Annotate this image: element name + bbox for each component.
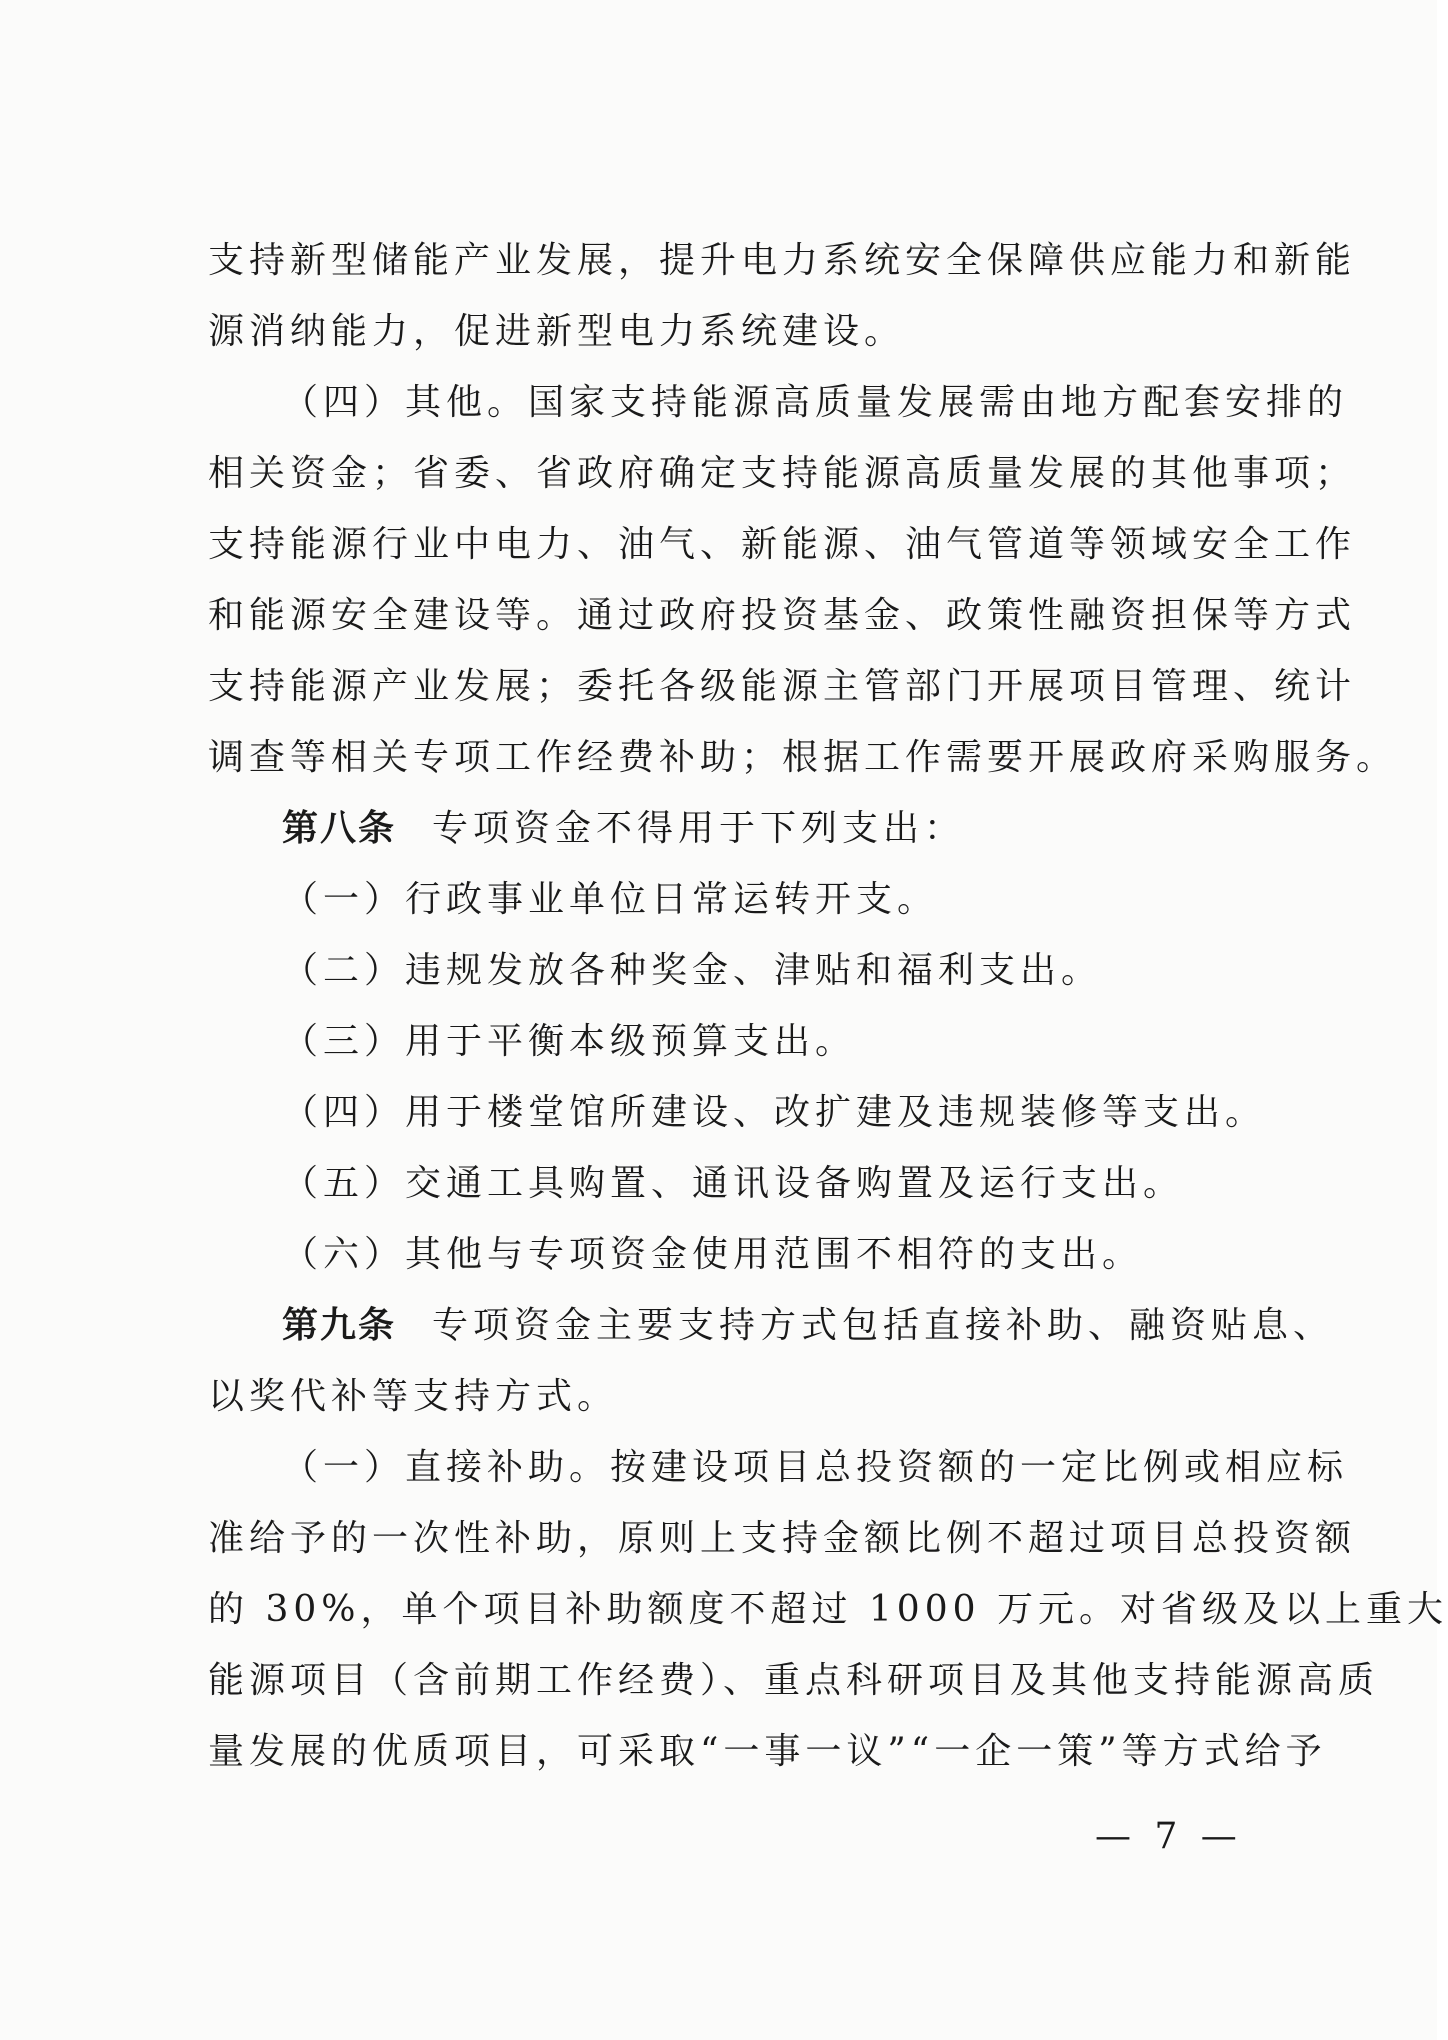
article-9-continuation: 以奖代补等支持方式。 [208, 1376, 619, 1417]
text-line: 支持能源产业发展；委托各级能源主管部门开展项目管理、统计 [208, 666, 1357, 707]
article-8-item: （二）违规发放各种奖金、津贴和福利支出。 [282, 950, 1103, 991]
text-line: 和能源安全建设等。通过政府投资基金、政策性融资担保等方式 [208, 595, 1357, 636]
article-9-text: 专项资金主要支持方式包括直接补助、融资贴息、 [432, 1305, 1335, 1346]
article-8-item: （一）行政事业单位日常运转开支。 [282, 879, 939, 920]
article-8-item: （五）交通工具购置、通讯设备购置及运行支出。 [282, 1163, 1185, 1204]
article-9-para-line: 准给予的一次性补助，原则上支持金额比例不超过项目总投资额 [208, 1518, 1357, 1559]
text-line: 调查等相关专项工作经费补助；根据工作需要开展政府采购服务。 [208, 737, 1398, 778]
article-9-title: 第九条 [282, 1304, 397, 1346]
article-8-title: 第八条 [282, 807, 397, 849]
article-8-text: 专项资金不得用于下列支出： [432, 808, 966, 849]
article-9-para-line: （一）直接补助。按建设项目总投资额的一定比例或相应标 [282, 1447, 1349, 1488]
article-8-item: （六）其他与专项资金使用范围不相符的支出。 [282, 1234, 1144, 1275]
page-number: — 7 — [1095, 1816, 1243, 1857]
text-line: 相关资金；省委、省政府确定支持能源高质量发展的其他事项； [208, 453, 1357, 494]
document-body [208, 225, 1448, 1787]
article-9-heading-line [208, 1290, 1335, 1361]
text-line: （四）其他。国家支持能源高质量发展需由地方配套安排的 [282, 382, 1349, 423]
article-9-para-line: 能源项目（含前期工作经费）、重点科研项目及其他支持能源高质 [208, 1660, 1380, 1701]
article-8-item: （四）用于楼堂馆所建设、改扩建及违规装修等支出。 [282, 1092, 1267, 1133]
text-line: 支持新型储能产业发展，提升电力系统安全保障供应能力和新能 [208, 240, 1357, 281]
text-line: 支持能源行业中电力、油气、新能源、油气管道等领域安全工作 [208, 524, 1357, 565]
text-line: 源消纳能力，促进新型电力系统建设。 [208, 311, 906, 352]
article-9-para-line: 量发展的优质项目，可采取“一事一议”“一企一策”等方式给予 [208, 1731, 1327, 1772]
article-8-item: （三）用于平衡本级预算支出。 [282, 1021, 857, 1062]
article-8-heading-line [208, 793, 1288, 864]
article-9-para-line: 的 30%，单个项目补助额度不超过 1000 万元。对省级及以上重大 [208, 1589, 1448, 1630]
